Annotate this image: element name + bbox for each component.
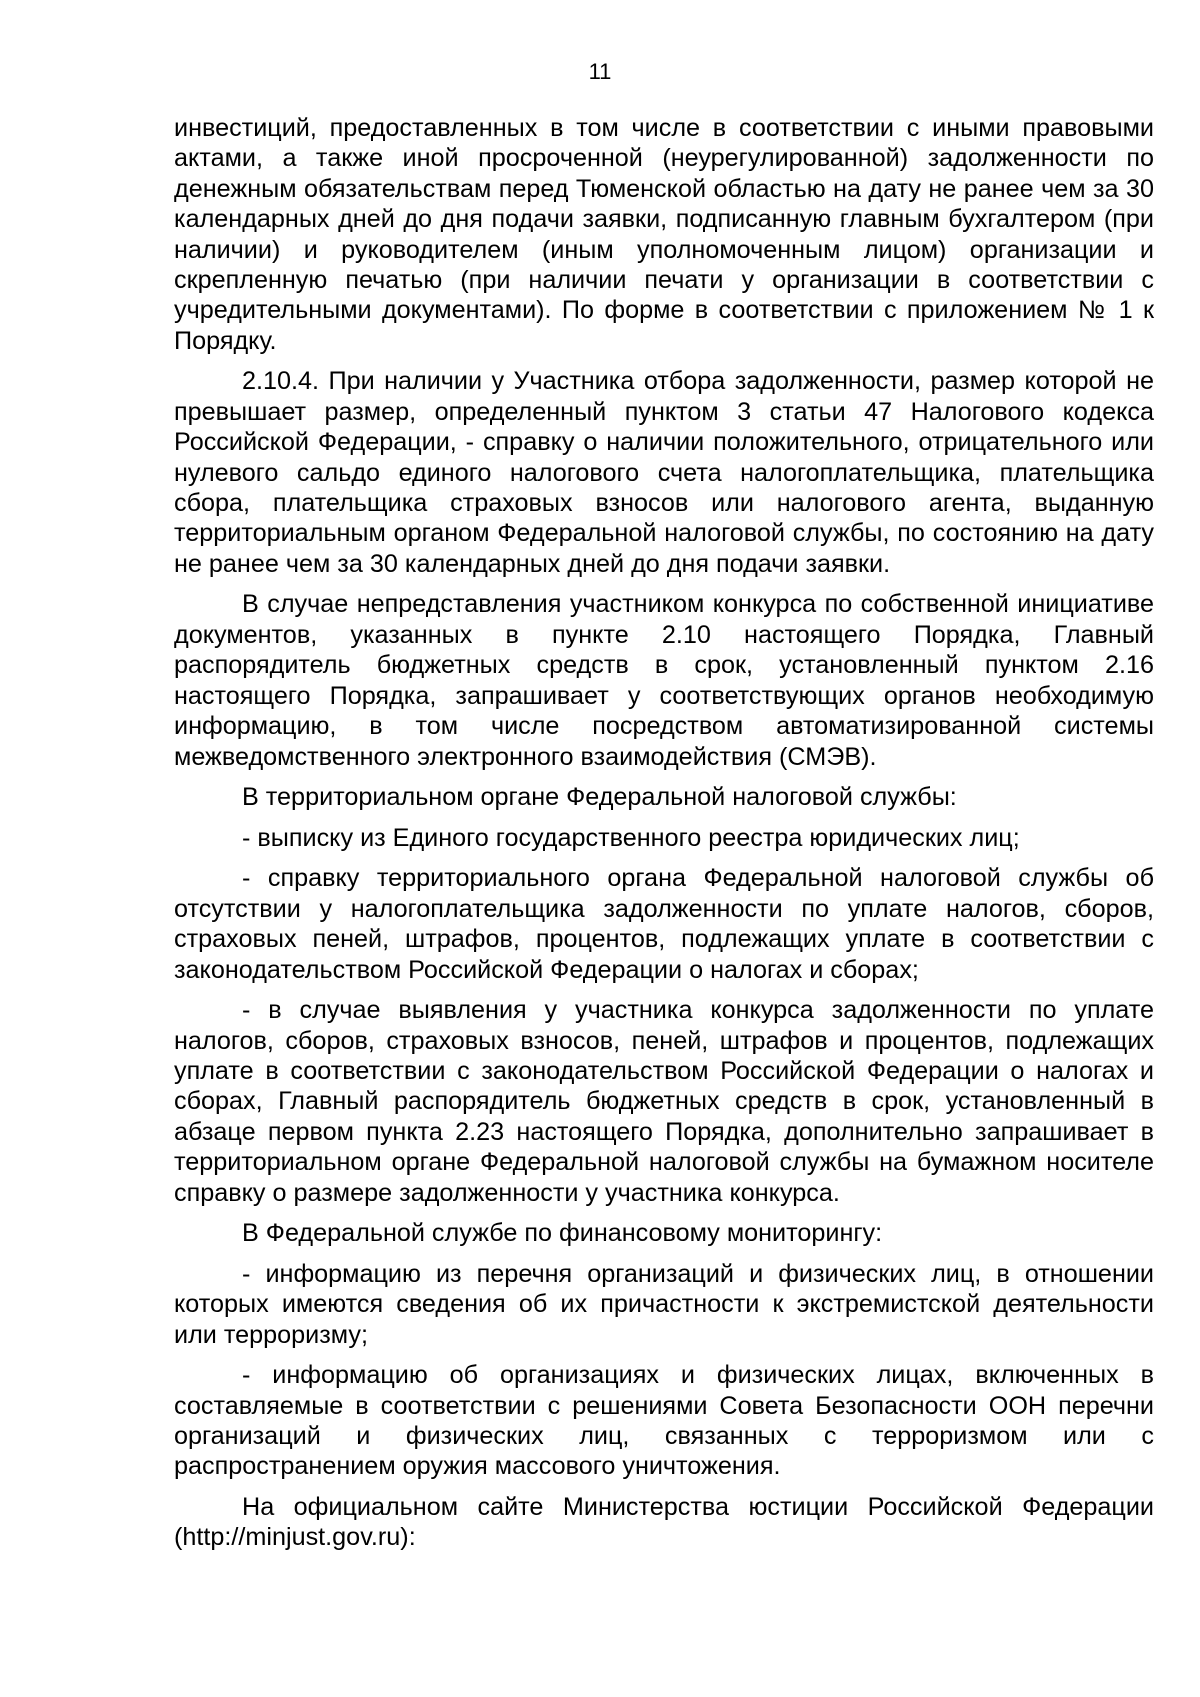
paragraph-minjust-website: На официальном сайте Министерства юстиции Российской Федерации (http://minjust.gov.ru):: [174, 1492, 1154, 1552]
paragraph-clause-2-10-4: 2.10.4. При наличии у Участника отбора задолженности, размер которой не превышает размер, определенный пунктом 3 статьи 47 Налогового кодекса Российской Федерации, - справку о наличии положительного, отрицательного или нулевого сальдо единого налогового счета налогоплательщика, плательщика сбора, плательщика страховых взносов или налогового агента, выданную территориальным органом Федеральной налоговой службы, по состоянию на дату не ранее чем за 30 календарных дней до дня подачи заявки.: [174, 367, 1154, 578]
paragraph-fin-monitoring-heading: В Федеральной службе по финансовому мониторингу:: [242, 1219, 883, 1248]
page-number: 11: [588, 59, 612, 84]
document-body: [174, 113, 1154, 1563]
paragraph-un-security-council-list: - информацию об организациях и физических лицах, включенных в составляемые в соответствии с решениями Совета Безопасности ООН перечни организаций и физических лиц, связанных с терроризмом или с распространением оружия массового уничтожения.: [174, 1361, 1154, 1481]
paragraph-continuation: инвестиций, предоставленных в том числе в соответствии с иными правовыми актами, а также иной просроченной (неурегулированной) задолженности по денежным обязательствам перед Тюменской областью на дату не ранее чем за 30 календарных дней до дня подачи заявки, подписанную главным бухгалтером (при наличии) и руководителем (иным уполномоченным лицом) организации и скрепленную печатью (при наличии печати у организации в соответствии с учредительными документами). По форме в соответствии с приложением № 1 к Порядку.: [174, 114, 1154, 355]
paragraph-no-debt-certificate: - справку территориального органа Федеральной налоговой службы об отсутствии у налогоплательщика задолженности по уплате налогов, сборов, страховых пеней, штрафов, процентов, подлежащих уплате в соответствии с законодательством Российской Федерации о налогах и сборах;: [174, 864, 1154, 984]
paragraph-non-submission: В случае непредставления участником конкурса по собственной инициативе документов, указанных в пункте 2.10 настоящего Порядка, Главный распорядитель бюджетных средств в срок, установленный пунктом 2.16 настоящего Порядка, запрашивает у соответствующих органов необходимую информацию, в том числе посредством автоматизированной системы межведомственного электронного взаимодействия (СМЭВ).: [174, 590, 1154, 771]
paragraph-tax-service-heading: В территориальном органе Федеральной налоговой службы:: [242, 783, 957, 812]
paragraph-debt-detected: - в случае выявления у участника конкурса задолженности по уплате налогов, сборов, страховых взносов, пеней, штрафов и процентов, подлежащих уплате в соответствии с законодательством Российской Федерации о налогах и сборах, Главный распорядитель бюджетных средств в срок, установленный в абзаце первом пункта 2.23 настоящего Порядка, дополнительно запрашивает в территориальном органе Федеральной налоговой службы на бумажном носителе справку о размере задолженности у участника конкурса.: [174, 996, 1154, 1207]
paragraph-extremism-list: - информацию из перечня организаций и физических лиц, в отношении которых имеются сведения об их причастности к экстремистской деятельности или терроризму;: [174, 1259, 1154, 1349]
paragraph-egrul-extract: - выписку из Единого государственного реестра юридических лиц;: [242, 823, 1020, 852]
